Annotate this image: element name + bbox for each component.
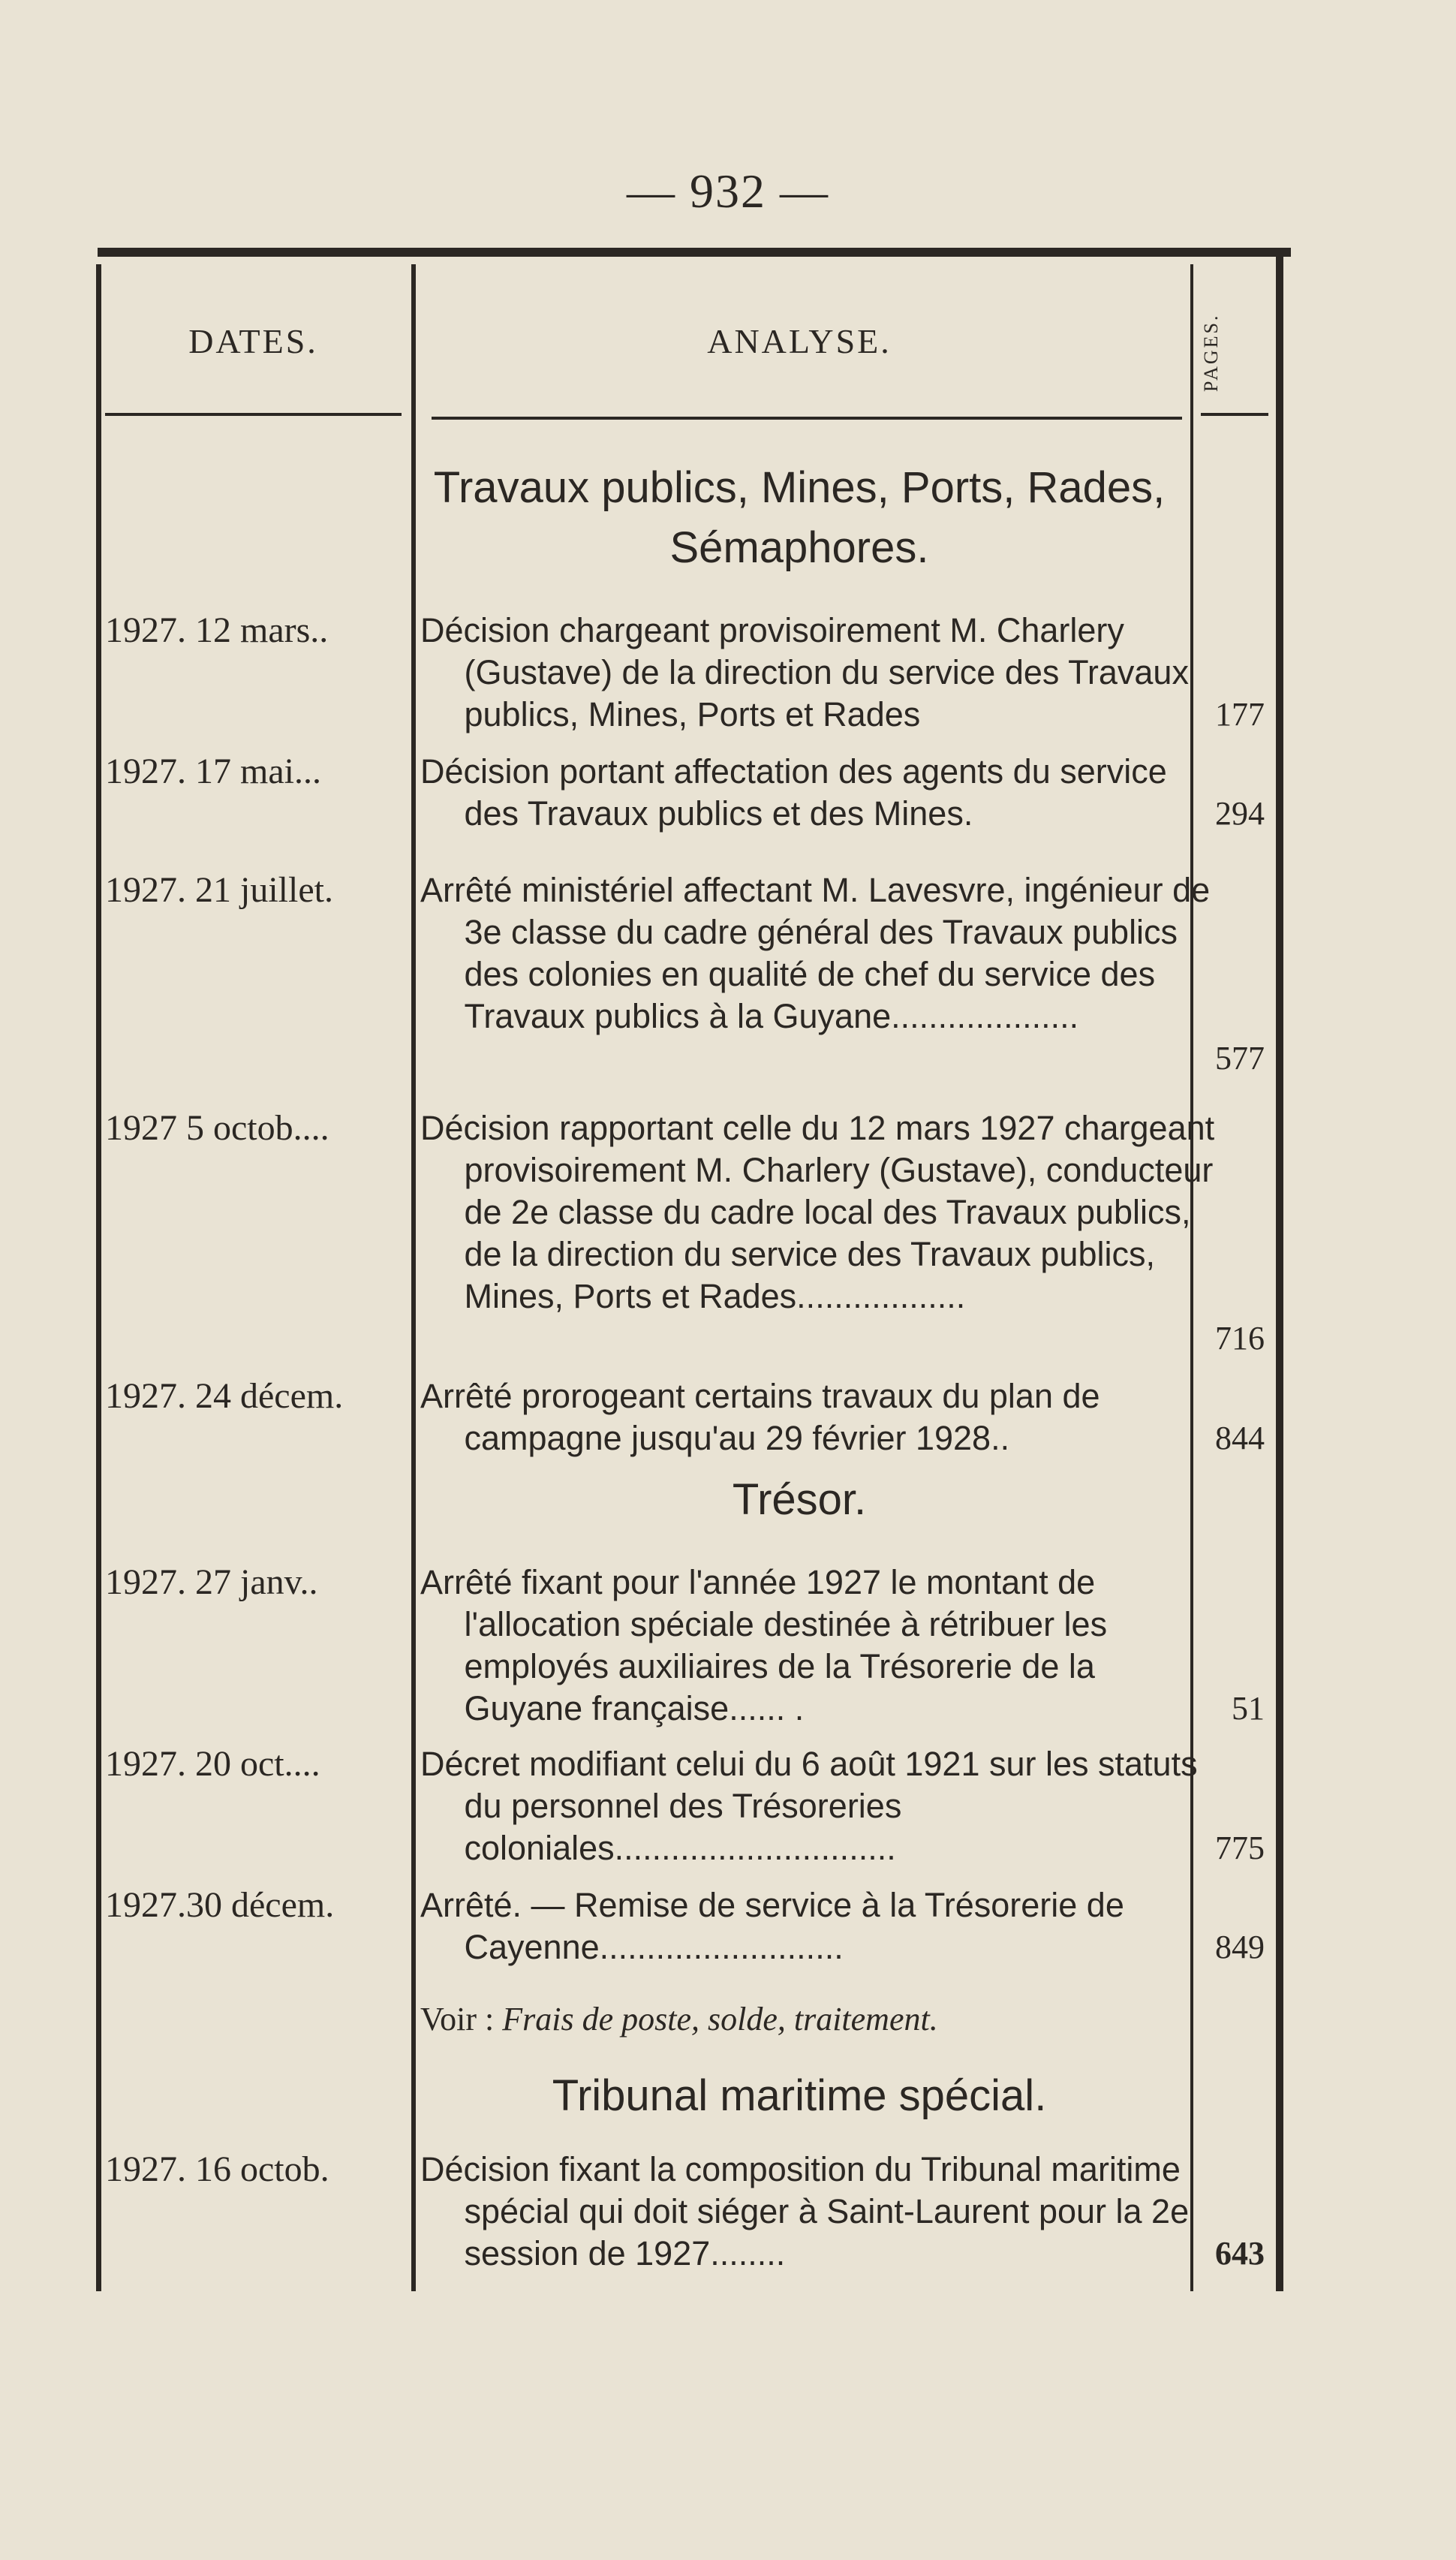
top-rule xyxy=(98,248,1291,257)
entry-date: 1927. 16 octob. xyxy=(105,2149,329,2189)
entry-page: 177 xyxy=(1215,696,1265,733)
entry-page: 716 xyxy=(1215,1320,1265,1357)
entry-date: 1927. 12 mars.. xyxy=(105,610,329,650)
section-title: Travaux publics, Mines, Ports, Rades, xyxy=(433,463,1166,512)
see-also xyxy=(420,1998,1178,2040)
header-rule-dates xyxy=(105,413,402,416)
entry-analysis: Décision portant affectation des agents du service des Travaux publics et des Mines. xyxy=(420,752,1167,833)
page-number: — 932 — xyxy=(627,164,829,218)
entry-analysis: Décision chargeant provisoirement M. Charlery (Gustave) de la direction du service des Travaux publics, Mines, Ports et Rades xyxy=(420,611,1189,733)
entry-date: 1927. 17 mai... xyxy=(105,751,321,791)
entry-page: 51 xyxy=(1232,1690,1265,1727)
entry-page: 577 xyxy=(1215,1040,1265,1077)
header-rule-analyse xyxy=(432,417,1182,420)
entry-analysis: Décision fixant la composition du Tribunal maritime spécial qui doit siéger à Saint-Laurent pour la 2e session de 1927........ xyxy=(420,2150,1190,2272)
entry-analysis: Arrêté ministériel affectant M. Lavesvre, ingénieur de 3e classe du cadre général des Travaux publics des colonies en qualité de chef du service des Travaux publics à la Guyane.................... xyxy=(420,871,1211,1035)
entry-analysis: Arrêté. — Remise de service à la Trésorerie de Cayenne.......................... xyxy=(420,1886,1124,1966)
column-header-analyse: ANALYSE. xyxy=(707,322,892,360)
entry-analysis: Arrêté prorogeant certains travaux du plan de campagne jusqu'au 29 février 1928.. xyxy=(420,1377,1100,1457)
entry-page: 775 xyxy=(1215,1830,1265,1866)
column-header-pages: PAGES. xyxy=(1200,313,1222,393)
entry-page: 844 xyxy=(1215,1420,1265,1456)
column-divider-dates xyxy=(411,264,416,2291)
section-title: Sémaphores. xyxy=(669,523,929,572)
entry-date: 1927.30 décem. xyxy=(105,1885,335,1925)
section-title: Tribunal maritime spécial. xyxy=(552,2071,1047,2120)
see-also-label: Voir : xyxy=(420,2001,495,2037)
table-right-border xyxy=(1276,248,1283,2291)
entry-analysis: Décret modifiant celui du 6 août 1921 sur les statuts du personnel des Trésoreries coloniales.............................. xyxy=(420,1745,1198,1867)
entry-date: 1927 5 octob.... xyxy=(105,1108,329,1148)
entry-date: 1927. 24 décem. xyxy=(105,1376,344,1416)
entry-page: 294 xyxy=(1215,795,1265,832)
table-left-border xyxy=(96,264,101,2291)
entry-analysis: Arrêté fixant pour l'année 1927 le montant de l'allocation spéciale destinée à rétribuer les employés auxiliaires de la Trésorerie de la Guyane française...... . xyxy=(420,1563,1108,1727)
header-rule-pages xyxy=(1201,413,1268,416)
see-also-text: Frais de poste, solde, traitement. xyxy=(502,2001,938,2037)
entry-date: 1927. 27 janv.. xyxy=(105,1562,318,1602)
section-title: Trésor. xyxy=(732,1475,867,1524)
entry-date: 1927. 20 oct.... xyxy=(105,1744,320,1784)
entry-analysis: Décision rapportant celle du 12 mars 1927 chargeant provisoirement M. Charlery (Gustave), conducteur de 2e classe du cadre local des Travaux publics, de la direction du service des Travaux publics, Mines, Ports et Rades.................. xyxy=(420,1109,1215,1315)
entry-page: 643 xyxy=(1215,2235,1265,2272)
entry-date: 1927. 21 juillet. xyxy=(105,870,333,910)
entry-page: 849 xyxy=(1215,1929,1265,1965)
column-header-dates: DATES. xyxy=(188,322,318,360)
